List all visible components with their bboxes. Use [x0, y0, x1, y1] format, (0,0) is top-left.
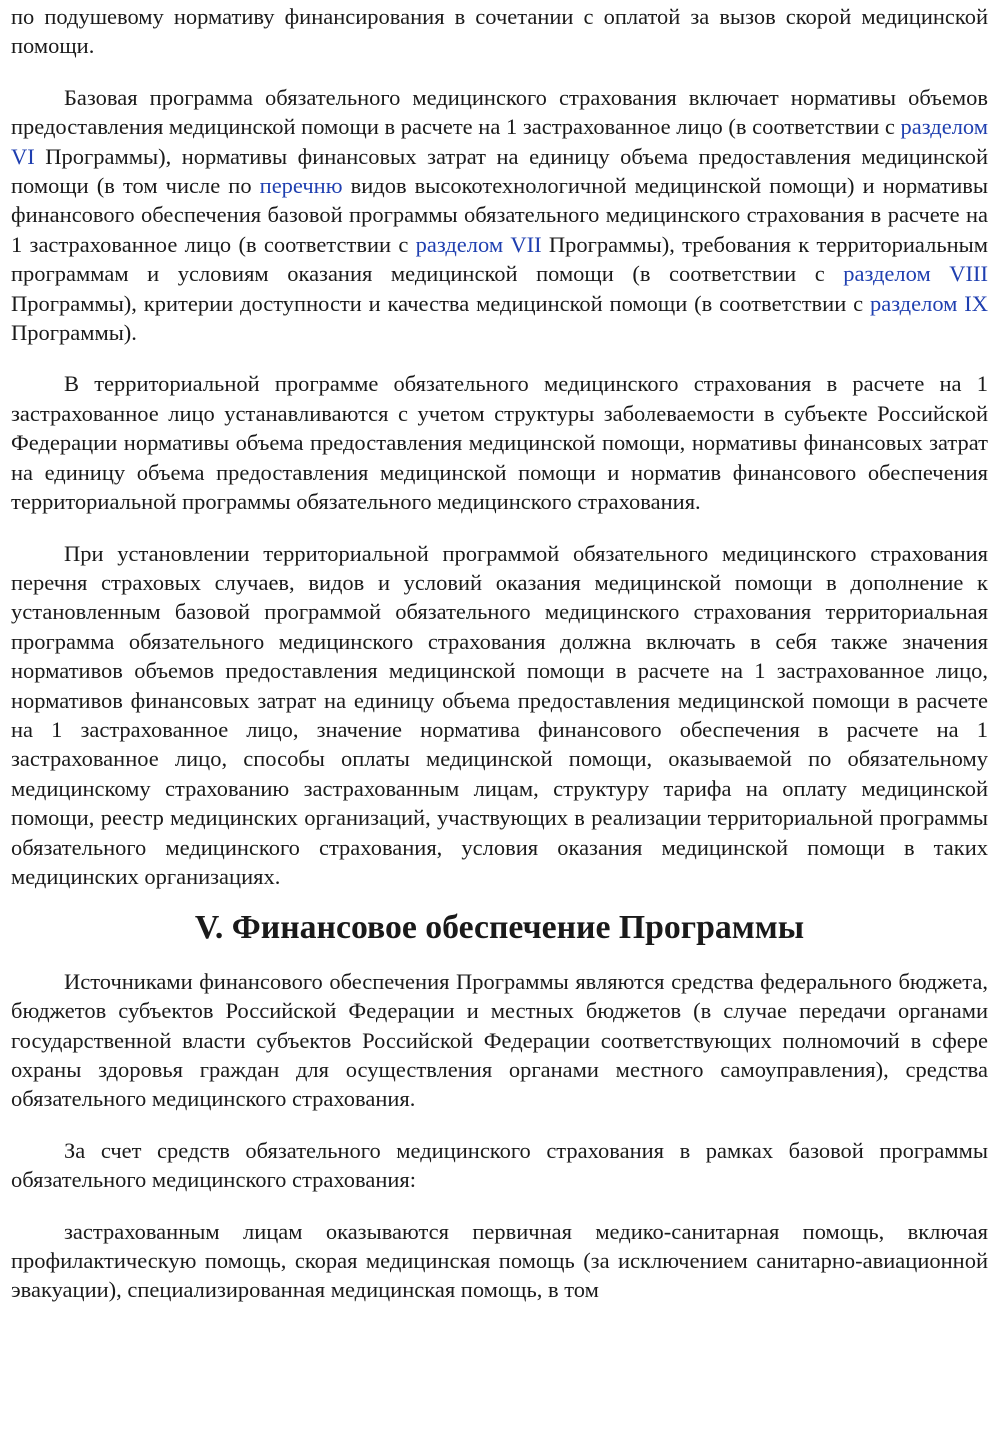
paragraph-text: по подушевому нормативу финансирования в сочетании с оплатой за вызов скорой медицинской помощи.: [11, 4, 988, 59]
section-reference-link[interactable]: разделом VI: [11, 114, 988, 169]
paragraph-oms-funds: [11, 1136, 988, 1195]
paragraph-text: Программы).: [11, 320, 137, 346]
paragraph-text: застрахованным лицам оказываются первичная медико-санитарная помощь, включая профилактическую помощь, скорая медицинская помощь (за исключением санитарно-авиационной эвакуации), специализированная медицинская помощь, в том: [11, 1218, 988, 1303]
paragraph-base-program: [11, 83, 988, 348]
paragraph-funding-sources: [11, 967, 988, 1114]
section-reference-link[interactable]: разделом VIII: [843, 261, 988, 287]
document-page: [11, 2, 988, 1327]
paragraph-text: За счет средств обязательного медицинского страхования в рамках базовой программы обязательного медицинского страхования:: [11, 1137, 988, 1193]
paragraph-text: Базовая программа обязательного медицинского страхования включает нормативы объемов предоставления медицинской помощи в расчете на 1 застрахованное лицо (в соответствии с: [11, 84, 988, 140]
paragraph-text: видов высокотехнологичной медицинской помощи) и нормативы финансового обеспечения базовой программы обязательного медицинского страхования в расчете на 1 застрахованное лицо (в соответствии с: [11, 173, 989, 257]
paragraph-text: Источниками финансового обеспечения Программы являются средства федерального бюджета, бюджетов субъектов Российской Федерации и местных бюджетов (в случае передачи органами государственной власти субъектов Российской Федерации соответствующих полномочий в сфере охраны здоровья граждан для осуществления органами местного самоуправления), средства обязательного медицинского страхования.: [11, 968, 988, 1112]
section-reference-link[interactable]: перечню: [259, 173, 343, 199]
section-reference-link[interactable]: разделом VII: [415, 231, 542, 257]
paragraph-insured-persons: [11, 1217, 988, 1305]
paragraph-text: Программы), требования к территориальным программам и условиям оказания медицинской помощи (в соответствии с: [11, 231, 988, 287]
section-reference-link[interactable]: разделом IX: [869, 290, 988, 316]
paragraph-continuation: [11, 2, 988, 61]
section-heading: V. Финансовое обеспечение Программы: [194, 909, 805, 947]
paragraph-text: В территориальной программе обязательного медицинского страхования в расчете на 1 застрахованное лицо устанавливаются с учетом структуры заболеваемости в субъекте Российской Федерации нормативы объема предоставления медицинской помощи, нормативы финансовых затрат на единицу объема предоставления медицинской помощи и норматив финансового обеспечения территориальной программы обязательного медицинского страхования.: [11, 371, 988, 515]
paragraph-insurance-cases: [11, 539, 988, 892]
paragraph-text: Программы), нормативы финансовых затрат на единицу объема предоставления медицинской помощи (в том числе по: [11, 143, 988, 199]
paragraph-territorial-program: [11, 369, 988, 516]
paragraph-text: При установлении территориальной программой обязательного медицинского страхования перечня страховых случаев, видов и условий оказания медицинской помощи в дополнение к установленным базовой программой обязательного медицинского страхования территориальная программа обязательного медицинского страхования должна включать в себя также значения нормативов объемов предоставления медицинской помощи в расчете на 1 застрахованное лицо, нормативов финансовых затрат на единицу объема предоставления медицинской помощи в расчете на 1 застрахованное лицо, значение норматива финансового обеспечения в расчете на 1 застрахованное лицо, способы оплаты медицинской помощи, оказываемой по обязательному медицинскому страхованию застрахованным лицам, структуру тарифа на оплату медицинской помощи, реестр медицинских организаций, участвующих в реализации территориальной программы обязательного медицинского страхования, условия оказания медицинской помощи в таких медицинских организациях.: [11, 540, 988, 889]
paragraph-text: Программы), критерии доступности и качества медицинской помощи (в соответствии с: [11, 290, 870, 316]
